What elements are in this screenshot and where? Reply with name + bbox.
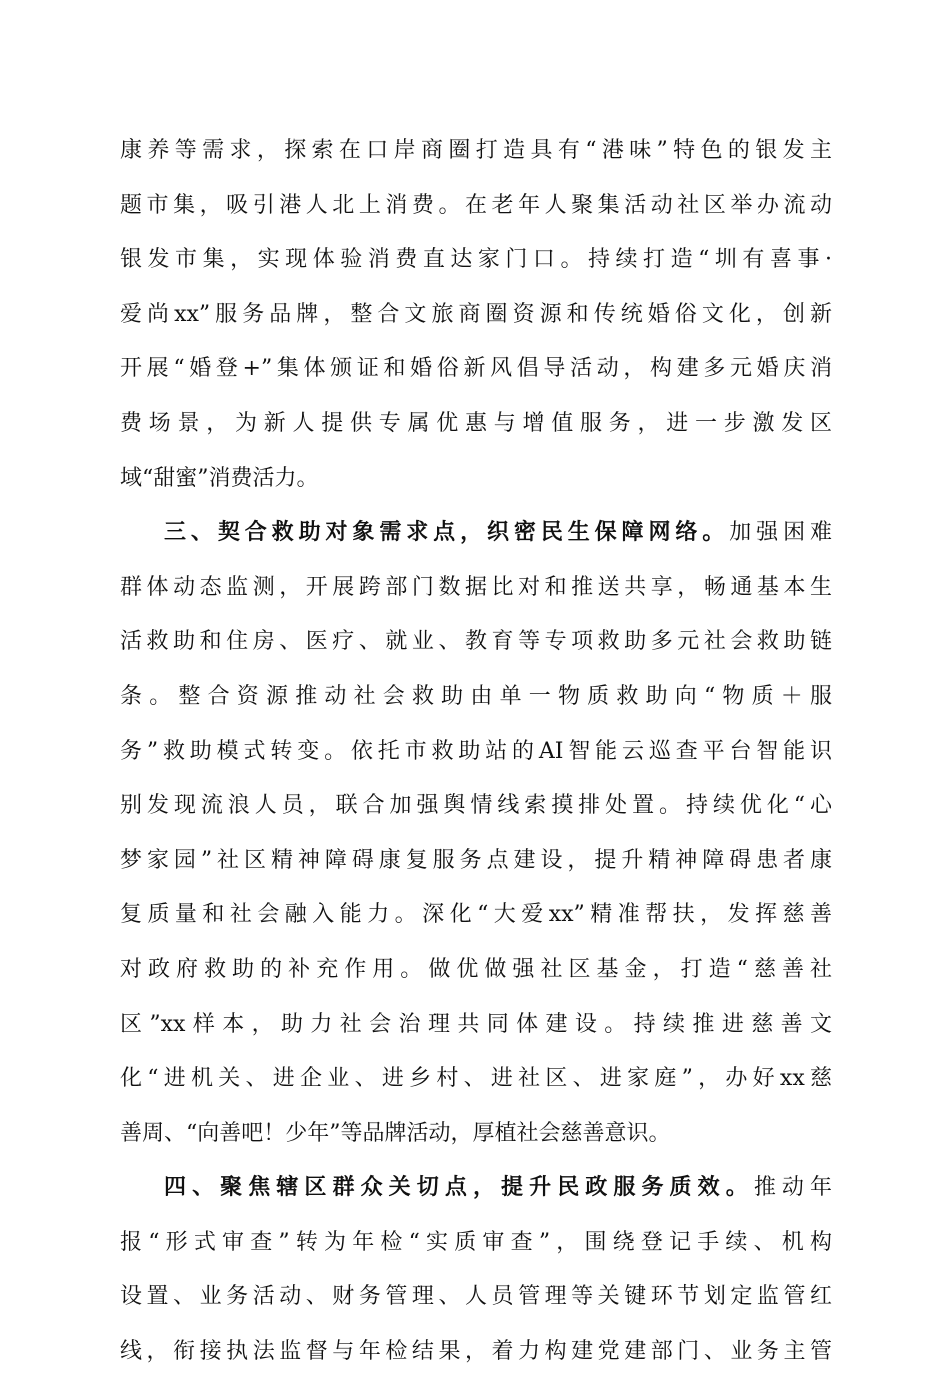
body-line: 费场景，为新人提供专属优惠与增值服务，进一步激发区: [120, 410, 832, 436]
body-line: 对政府救助的补充作用。做优做强社区基金，打造“慈善社: [120, 956, 832, 982]
section-first-line: [120, 1161, 832, 1216]
body-line: 条。整合资源推动社会救助由单一物质救助向“物质＋服: [120, 683, 832, 709]
section-first-line: [120, 506, 832, 561]
body-line: 活救助和住房、医疗、就业、教育等专项救助多元社会救助链: [120, 629, 832, 655]
body-line: 报“形式审查”转为年检“实质审查”，围绕登记手续、机构: [120, 1229, 832, 1255]
body-line: 务”救助模式转变。依托市救助站的AI智能云巡查平台智能识: [120, 738, 832, 764]
body-line: 别发现流浪人员，联合加强舆情线索摸排处置。持续优化“心: [120, 793, 832, 819]
body-text: 推动年: [753, 1175, 832, 1201]
body-line: 区”xx样本，助力社会治理共同体建设。持续推进慈善文: [120, 1011, 832, 1037]
body-line: 梦家园”社区精神障碍康复服务点建设，提升精神障碍患者康: [120, 847, 832, 873]
body-line: 复质量和社会融入能力。深化“大爱xx”精准帮扶，发挥慈善: [120, 902, 832, 928]
body-line: 线，衔接执法监督与年检结果，着力构建党建部门、业务主管: [120, 1339, 832, 1365]
section-heading: 三、契合救助对象需求点，织密民生保障网络。: [164, 520, 730, 546]
section-heading: 四、聚焦辖区群众关切点，提升民政服务质效。: [164, 1175, 754, 1201]
body-line: 开展“婚登+”集体颁证和婚俗新风倡导活动，构建多元婚庆消: [120, 356, 832, 382]
body-line: 域“甜蜜”消费活力。: [120, 465, 319, 491]
body-line: 群体动态监测，开展跨部门数据比对和推送共享，畅通基本生: [120, 574, 832, 600]
body-line: 善周、“向善吧！少年”等品牌活动，厚植社会慈善意识。: [120, 1120, 671, 1146]
body-text: 加强困难: [729, 520, 832, 546]
body-line: 化“进机关、进企业、进乡村、进社区、进家庭”，办好xx慈: [120, 1066, 832, 1092]
body-line: 爱尚xx”服务品牌，整合文旅商圈资源和传统婚俗文化，创新: [120, 301, 832, 327]
body-line: 康养等需求，探索在口岸商圈打造具有“港味”特色的银发主: [120, 138, 832, 163]
body-line: 银发市集，实现体验消费直达家门口。持续打造“圳有喜事·: [120, 247, 832, 273]
body-line: 题市集，吸引港人北上消费。在老年人聚集活动社区举办流动: [120, 192, 832, 218]
document-body: [120, 124, 832, 1380]
body-line: 设置、业务活动、财务管理、人员管理等关键环节划定监管红: [120, 1284, 832, 1310]
